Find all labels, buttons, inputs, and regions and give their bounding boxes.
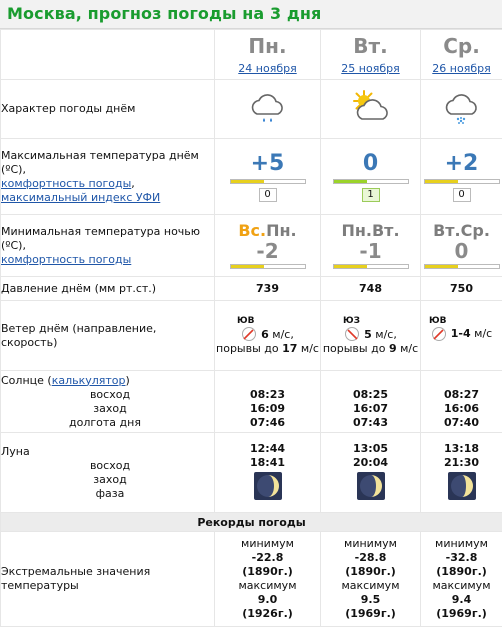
night-from: Вт. (433, 221, 461, 240)
record-max-value: 9.5 (360, 593, 381, 606)
day-header-1 (321, 30, 421, 80)
min-temp-cell-2 (421, 215, 502, 277)
max-temp-cell-1 (321, 139, 421, 215)
wind-row (1, 301, 502, 371)
gust-speed: 9 (388, 342, 397, 355)
moonrise-label: восход (89, 458, 131, 472)
max-temp-value: +2 (444, 151, 479, 176)
daylength-value: 07:40 (443, 415, 479, 429)
phase-label: фаза (95, 486, 125, 500)
sun-cell-1 (321, 371, 421, 433)
max-temp-cell-0 (215, 139, 321, 215)
record-min-year: (1890г.) (242, 565, 293, 578)
sun-cell-2 (421, 371, 502, 433)
comfort-link[interactable]: комфортность погоды (1, 176, 132, 190)
weather-row (1, 80, 502, 139)
pressure-value: 750 (421, 277, 502, 301)
night-to: Пн. (266, 221, 297, 240)
night-from: Вс. (238, 221, 267, 240)
comfort-bar-fill (425, 180, 458, 183)
wind-direction: ЮЗ (343, 316, 360, 326)
sunrise-time: 08:23 (249, 387, 285, 401)
record-max-year: (1969г.) (436, 607, 487, 620)
sunrise-label: восход (89, 387, 131, 401)
record-max-value: 9.4 (451, 593, 472, 606)
sun-row (1, 371, 502, 433)
forecast-table (0, 29, 502, 627)
record-min-value: -22.8 (251, 551, 284, 564)
wind-cell-1 (321, 301, 421, 371)
day-name: Пн. (248, 34, 287, 58)
gust-label: порывы до (216, 342, 279, 355)
sunset-label: заход (93, 401, 127, 415)
wind-compass-icon (241, 326, 257, 342)
moon-label (1, 433, 215, 513)
record-cell-2 (421, 532, 502, 627)
day-header-2 (421, 30, 502, 80)
wind-speed: 1-4 (450, 327, 471, 340)
corner-cell (1, 30, 215, 80)
moon-cell-2 (421, 433, 502, 513)
min-temp-value: -1 (359, 239, 382, 263)
wind-compass-icon (344, 326, 360, 342)
sun-cell-0 (215, 371, 321, 433)
min-temp-value: -2 (256, 239, 279, 263)
sunset-time: 16:09 (249, 401, 285, 415)
day-name: Вт. (353, 34, 388, 58)
min-temp-cell-1 (321, 215, 421, 277)
daylength-value: 07:43 (352, 415, 388, 429)
comfort-link[interactable]: комфортность погоды (1, 252, 132, 266)
moon-cell-1 (321, 433, 421, 513)
record-cell-1 (321, 532, 421, 627)
night-to: Вт. (371, 221, 400, 240)
max-temp-text: Максимальная температура днём (ºС), (1, 148, 199, 176)
record-max-year: (1926г.) (242, 607, 293, 620)
moonset-time: 20:04 (352, 455, 388, 469)
gust-unit: м/с (400, 342, 419, 355)
uv-index-link[interactable]: максимальный индекс УФИ (1, 190, 161, 204)
days-row (1, 30, 502, 80)
pressure-value: 748 (321, 277, 421, 301)
moon-phase-icon (357, 472, 385, 500)
wind-label: Ветер днём (направление, скорость) (1, 301, 215, 371)
sun-calculator-link[interactable]: калькулятор (51, 373, 126, 387)
paren: ) (125, 373, 130, 387)
max-temp-label (1, 139, 215, 215)
min-temp-text: Минимальная температура ночью (ºС), (1, 224, 201, 252)
comfort-bar (333, 179, 409, 184)
wind-speed: 5 (364, 327, 372, 341)
sun-label (1, 371, 215, 433)
moon-row (1, 433, 502, 513)
sunrise-time: 08:27 (443, 387, 479, 401)
gust-label: порывы до (322, 342, 386, 355)
pressure-row (1, 277, 502, 301)
day-name: Ср. (443, 34, 480, 58)
records-header: Рекорды погоды (1, 513, 502, 532)
min-temp-label (1, 215, 215, 277)
cloud-rain-icon (248, 88, 288, 128)
moonrise-time: 12:44 (249, 441, 285, 455)
comfort-bar-fill (334, 265, 367, 268)
comfort-bar (424, 179, 500, 184)
uv-badge: 1 (362, 188, 380, 202)
uv-badge: 0 (259, 188, 277, 202)
sunrise-time: 08:25 (352, 387, 388, 401)
sun-cloud-icon (349, 88, 393, 128)
comfort-bar-fill (231, 180, 264, 183)
max-temp-cell-2 (421, 139, 502, 215)
night-to: Ср. (460, 221, 490, 240)
record-min-year: (1890г.) (345, 565, 396, 578)
comfort-bar-fill (231, 265, 264, 268)
record-max-label: максимум (238, 579, 297, 592)
day-date-link[interactable]: 26 ноября (432, 62, 491, 75)
record-min-value: -32.8 (445, 551, 478, 564)
min-temp-cell-0 (215, 215, 321, 277)
record-max-label: максимум (341, 579, 400, 592)
min-temp-row (1, 215, 502, 277)
moonset-label: заход (93, 472, 127, 486)
moon-cell-0 (215, 433, 321, 513)
wind-unit: м/с (474, 327, 493, 340)
uv-badge: 0 (453, 188, 471, 202)
pressure-label: Давление днём (мм рт.ст.) (1, 277, 215, 301)
comfort-bar-fill (334, 180, 367, 183)
sun-title: Солнце ( (1, 373, 52, 387)
comfort-bar (230, 264, 306, 269)
moon-phase-icon (448, 472, 476, 500)
pressure-value: 739 (215, 277, 321, 301)
day-date-link[interactable]: 25 ноября (341, 62, 400, 75)
min-temp-value: 0 (454, 239, 469, 263)
moon-phase-icon (254, 472, 282, 500)
weather-label: Характер погоды днём (1, 80, 215, 139)
weather-cell-1 (321, 80, 421, 139)
wind-direction: ЮВ (429, 315, 447, 326)
max-temp-row (1, 139, 502, 215)
daylength-value: 07:46 (249, 415, 285, 429)
moonrise-time: 13:18 (443, 441, 479, 455)
gust-speed: 17 (282, 342, 298, 355)
night-from: Пн. (341, 221, 372, 240)
record-min-label: минимум (241, 537, 294, 550)
comfort-bar (333, 264, 409, 269)
record-min-label: минимум (344, 537, 397, 550)
moon-title: Луна (1, 444, 30, 458)
moonset-time: 21:30 (443, 455, 479, 469)
page-title: Москва, прогноз погоды на 3 дня (7, 4, 322, 23)
daylength-label: долгота дня (69, 415, 141, 429)
record-min-value: -28.8 (354, 551, 387, 564)
max-temp-value: +5 (250, 151, 285, 176)
weather-cell-0 (215, 80, 321, 139)
moonrise-time: 13:05 (352, 441, 388, 455)
record-max-label: максимум (432, 579, 491, 592)
weather-cell-2 (421, 80, 502, 139)
comfort-bar (424, 264, 500, 269)
extremes-label: Экстремальные значения температуры (1, 532, 215, 627)
gust-unit: м/с (300, 342, 319, 355)
sunset-time: 16:06 (443, 401, 479, 415)
record-min-label: минимум (435, 537, 488, 550)
wind-cell-2 (421, 301, 502, 371)
record-cell-0 (215, 532, 321, 627)
day-header-0 (215, 30, 321, 80)
wind-unit: м/с, (375, 327, 397, 341)
comfort-bar (230, 179, 306, 184)
moonset-time: 18:41 (249, 455, 285, 469)
records-header-row (1, 513, 502, 532)
sunset-time: 16:07 (352, 401, 388, 415)
cloud-snow-icon (442, 88, 482, 128)
page-header (0, 0, 502, 29)
record-min-year: (1890г.) (436, 565, 487, 578)
max-temp-value: 0 (362, 151, 379, 176)
wind-speed: 6 (261, 327, 269, 341)
record-max-value: 9.0 (257, 593, 278, 606)
wind-compass-icon (431, 326, 447, 342)
day-date-link[interactable]: 24 ноября (238, 62, 297, 75)
wind-direction: ЮВ (237, 316, 255, 326)
separator: , (131, 176, 135, 190)
wind-unit: м/с, (272, 327, 294, 341)
wind-cell-0 (215, 301, 321, 371)
records-row (1, 532, 502, 627)
record-max-year: (1969г.) (345, 607, 396, 620)
comfort-bar-fill (425, 265, 458, 268)
